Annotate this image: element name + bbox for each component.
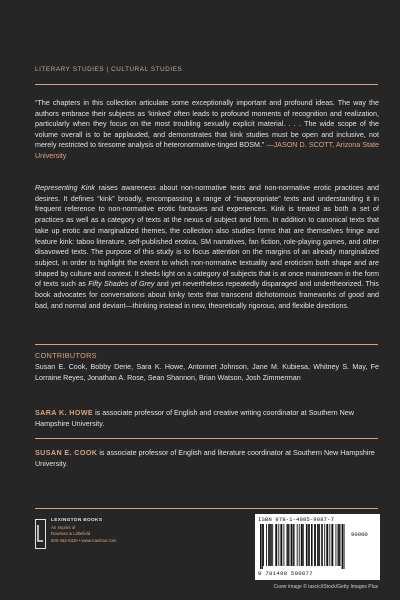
quote-text: “The chapters in this collection articulate some exceptionally important and profound ideas. The way the authors embrace their subjects as ‘kinked’ often leads to profound moments of recognition and realization, particularly when they focus on the most troubling sexually explicit material. . . . The wide scope of the volume overall is to be applauded, and demonstrates that kink studies must be open and inclusive, not merely restricted to tiresome analysis of heteronormative-tinged BDSM.”: [35, 99, 379, 150]
bio-divider: [35, 438, 378, 439]
contributors-list: Susan E. Cook, Bobby Derie, Sara K. Howe, Antonnet Johnson, Jane M. Kubiesa, Whitney S. May, Fe Lorraine Reyes, Jonathan A. Rose, Sean Shannon, Brian Watson, Josh Zimmerman: [35, 363, 379, 382]
fifty-shades-title: Fifty Shades of Grey: [88, 280, 155, 289]
publisher-block: [51, 518, 117, 544]
publisher-logo-icon: [35, 519, 46, 549]
isbn-text: ISBN 978-1-4985-9087-7: [258, 516, 335, 523]
contributors-heading: CONTRIBUTORS: [35, 351, 97, 360]
editor-bio-text: is associate professor of English and creative writing coordinator at Southern New Hampshire University.: [35, 409, 354, 428]
barcode-digits: 9 781498 590877: [258, 570, 313, 577]
book-title-italic: Representing Kink: [35, 184, 95, 192]
quote-attribution: —JASON D. SCOTT, Arizona State University: [35, 141, 380, 160]
publisher-imprint-line-1: An Imprint of: [51, 524, 76, 530]
publisher-contact: 800-462-6420 • www.rowman.com: [51, 537, 117, 543]
description-part-1: raises awareness about non-normative texts and non-normative erotic practices and desires. It defines “kink” broadly, encompassing a range of “inappropriate” texts and understanding it in frequent reference to non-normative erotic fantasies and experiences. Kink is treated as both a set of practices as well as a category of texts at the nexus of subject and form. In addition to canonical texts that take up erotic and marginalized themes, the collection also studies forms that are themselves fringe and feature kink: taboo literature, self-published erotica, SM narratives, fan fiction, role-playing games, and other disavowed texts. The purpose of this study is to focus attention on the margins of an already marginalized subject, in order to highlight the extent to which non-normative textuality and eroticism both shape and are shaped by culture and context. It sheds light on a category of subjects that is at once mainstream in the form of texts such as: [35, 184, 379, 289]
barcode-box: [255, 514, 380, 580]
publisher-imprint-line-2: Rowman & Littlefield: [51, 531, 91, 537]
editor-bio-text: is associate professor of English and literature coordinator at Southern New Hampshire University.: [35, 449, 375, 468]
book-description: [35, 183, 379, 311]
bottom-divider: [35, 508, 378, 509]
barcode-graphic: [260, 524, 346, 569]
editor-name: SUSAN E. COOK: [35, 449, 98, 457]
cover-image-credit: Cover image © iascic/iStock/Getty Images Plus: [273, 584, 378, 590]
editor-name: SARA K. HOWE: [35, 409, 94, 417]
endorsement-quote: [35, 98, 379, 162]
contributors-divider: [35, 344, 378, 345]
category-label: LITERARY STUDIES | CULTURAL STUDIES: [35, 66, 183, 73]
editor-bio-howe: [35, 408, 379, 429]
top-divider: [35, 84, 378, 85]
price-code: 90000: [351, 531, 368, 538]
editor-bio-cook: [35, 448, 379, 469]
publisher-name: LEXINGTON BOOKS: [51, 518, 103, 523]
description-part-2: and yet nevertheless repeatedly disparaged and undertheorized. This book advocates for conversations about kinky texts that transcend dichotomous frameworks of good and bad, and normal and deviant—thinking instead in new, theoretically rigorous, and flexible directions.: [35, 280, 380, 310]
